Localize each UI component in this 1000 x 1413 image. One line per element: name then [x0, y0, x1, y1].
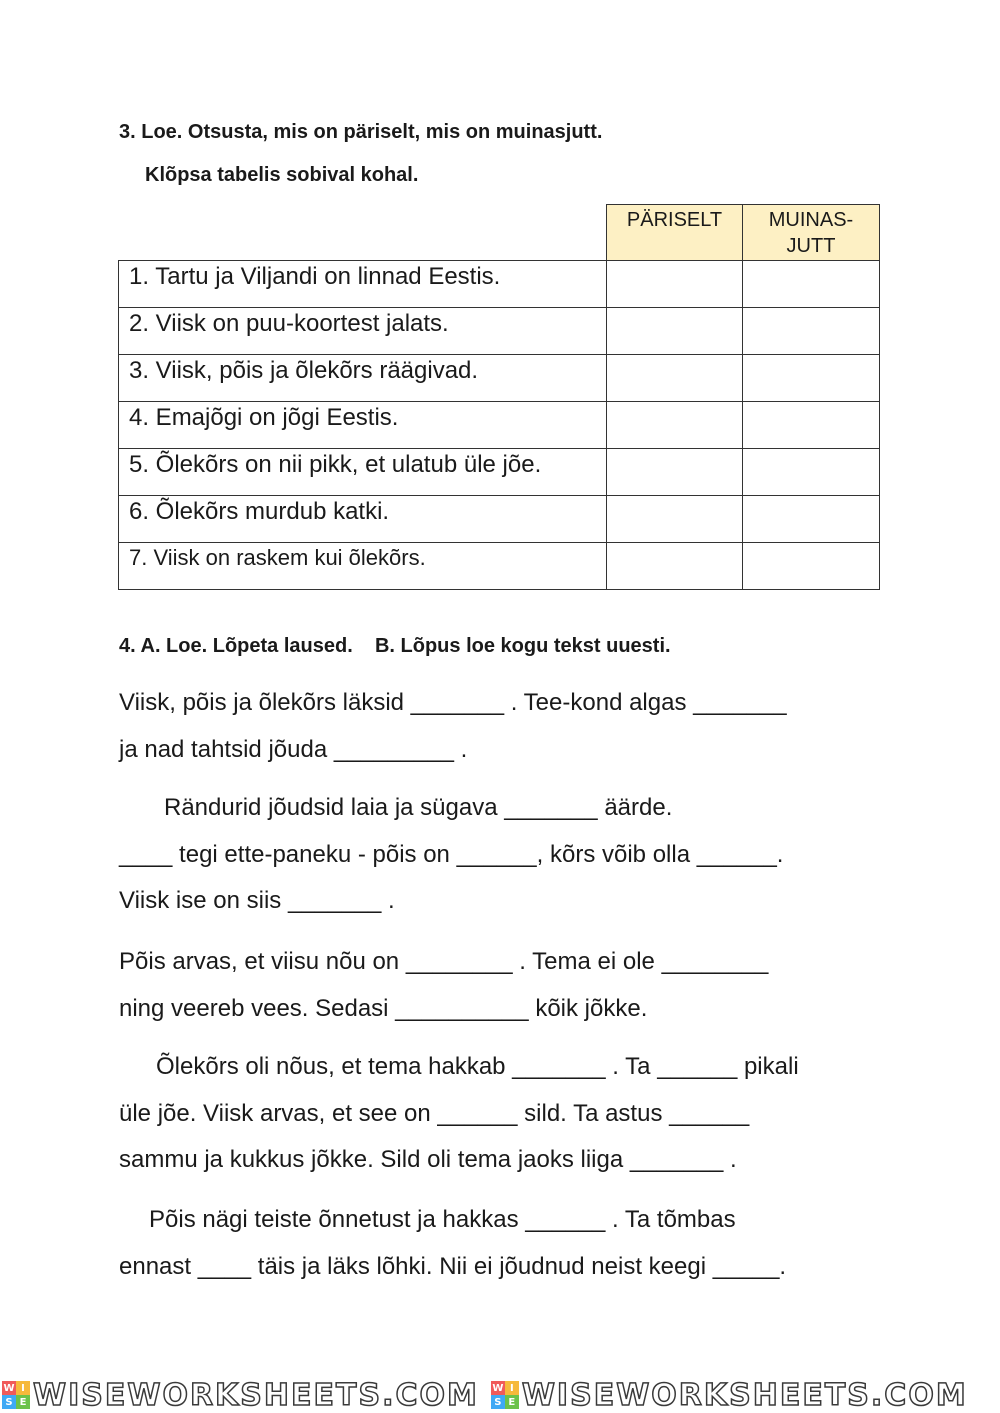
exercise-3-instruction: Klõpsa tabelis sobival kohal. — [145, 164, 419, 186]
text-line: Õlekõrs oli nõus, et tema hakkab _______ . Ta ______ pikali — [156, 1053, 799, 1080]
statement-4: 4. Emajõgi on jõgi Eestis. — [119, 402, 607, 449]
text-line: Viisk, põis ja õlekõrs läksid _______ . Tee-kond algas _______ — [119, 689, 787, 716]
text-line: Põis arvas, et viisu nõu on ________ . Tema ei ole ________ — [119, 948, 769, 975]
paragraph-2 — [119, 785, 783, 925]
text-line: Viisk ise on siis _______ . — [119, 887, 395, 914]
text-line: ning veereb vees. Sedasi __________ kõik jõkke. — [119, 994, 648, 1022]
statement-3: 3. Viisk, põis ja õlekõrs räägivad. — [119, 355, 607, 402]
table-row — [119, 402, 880, 449]
table-row — [119, 543, 880, 590]
answer-cell-tale-2[interactable] — [743, 308, 880, 355]
text-line: ____ tegi ette-paneku - põis on ______, kõrs võib olla ______. — [119, 840, 784, 868]
answer-cell-tale-3[interactable] — [743, 355, 880, 402]
table-row — [119, 449, 880, 496]
answer-cell-tale-6[interactable] — [743, 496, 880, 543]
statement-1: 1. Tartu ja Viljandi on linnad Eestis. — [119, 261, 607, 308]
paragraph-4 — [119, 1044, 799, 1184]
answer-table — [118, 204, 880, 590]
text-line: Rändurid jõudsid laia ja sügava _______ äärde. — [164, 794, 673, 821]
paragraph-3 — [119, 939, 768, 1032]
brand-logo — [491, 1378, 968, 1413]
column-header-real: PÄRISELT — [607, 205, 743, 261]
statement-7: 7. Viisk on raskem kui õlekõrs. — [119, 543, 607, 590]
answer-cell-tale-5[interactable] — [743, 449, 880, 496]
exercise-4-title: 4. A. Loe. Lõpeta laused. B. Lõpus loe kogu tekst uuesti. — [119, 635, 671, 657]
brand-logo — [2, 1378, 479, 1413]
text-line: Põis nägi teiste õnnetust ja hakkas ______ . Ta tõmbas — [149, 1206, 736, 1233]
footer-watermark — [0, 1377, 1000, 1413]
answer-cell-real-1[interactable] — [607, 261, 743, 308]
text-line: üle jõe. Viisk arvas, et see on ______ sild. Ta astus ______ — [119, 1099, 750, 1127]
table-row — [119, 496, 880, 543]
paragraph-1 — [119, 680, 787, 773]
logo-icon: W I S E — [2, 1381, 30, 1409]
brand-text: WISEWORKSHEETS.COM — [33, 1377, 479, 1413]
answer-cell-real-3[interactable] — [607, 355, 743, 402]
table-row — [119, 355, 880, 402]
text-line: ennast ____ täis ja läks lõhki. Nii ei jõudnud neist keegi _____. — [119, 1252, 787, 1280]
table-row — [119, 261, 880, 308]
statement-6: 6. Õlekõrs murdub katki. — [119, 496, 607, 543]
brand-text: WISEWORKSHEETS.COM — [521, 1377, 968, 1413]
answer-cell-tale-4[interactable] — [743, 402, 880, 449]
statement-5: 5. Õlekõrs on nii pikk, et ulatub üle jõe. — [119, 449, 607, 496]
table-corner — [119, 205, 607, 261]
answer-cell-real-2[interactable] — [607, 308, 743, 355]
column-header-tale: MUINAS- JUTT — [743, 205, 880, 261]
answer-cell-tale-1[interactable] — [743, 261, 880, 308]
answer-cell-tale-7[interactable] — [743, 543, 880, 590]
logo-icon: W I S E — [491, 1381, 519, 1409]
table-row — [119, 308, 880, 355]
paragraph-5 — [119, 1197, 786, 1290]
answer-cell-real-5[interactable] — [607, 449, 743, 496]
answer-cell-real-7[interactable] — [607, 543, 743, 590]
exercise-3-title: 3. Loe. Otsusta, mis on päriselt, mis on muinasjutt. — [119, 121, 603, 143]
answer-cell-real-6[interactable] — [607, 496, 743, 543]
text-line: ja nad tahtsid jõuda _________ . — [119, 735, 468, 763]
text-line: sammu ja kukkus jõkke. Sild oli tema jaoks liiga _______ . — [119, 1146, 737, 1173]
statement-2: 2. Viisk on puu-koortest jalats. — [119, 308, 607, 355]
answer-cell-real-4[interactable] — [607, 402, 743, 449]
